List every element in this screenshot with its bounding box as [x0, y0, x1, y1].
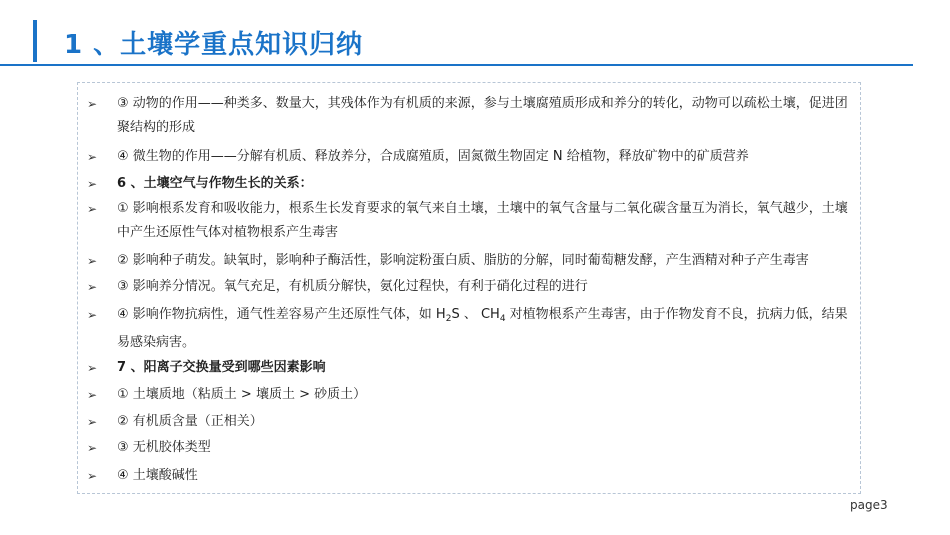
- bullet-arrow-icon: ➢: [87, 361, 98, 375]
- subscript: 4: [499, 314, 506, 324]
- item-text: ② 有机质含量（正相关）: [117, 414, 263, 429]
- title-underline: [0, 64, 913, 66]
- item-text: ① 土壤质地（粘质土 > 壤质土 > 砂质土）: [117, 387, 367, 402]
- bullet-arrow-icon: ➢: [87, 441, 98, 455]
- item-text: ③ 影响养分情况。氧气充足，有机质分解快，氨化过程快，有利于硝化过程的进行: [117, 279, 588, 294]
- bullet-arrow-icon: ➢: [87, 469, 98, 483]
- item-text: ② 影响种子萌发。缺氧时，影响种子酶活性，影响淀粉蛋白质、脂肪的分解，同时葡萄糖发酵，产生酒精对种子产生毒害: [117, 253, 809, 268]
- bullet-arrow-icon: ➢: [87, 177, 98, 191]
- item-text: ③ 无机胶体类型: [117, 440, 211, 455]
- page-title: 1 、土壤学重点知识归纳: [64, 30, 364, 60]
- text-segment: ④ 影响作物抗病性，通气性差容易产生还原性气体，如 H: [117, 307, 446, 322]
- bullet-arrow-icon: ➢: [87, 202, 98, 216]
- item-text: ① 影响根系发育和吸收能力，根系生长发育要求的氧气来自土壤，土壤中的氧气含量与二氧化碳含量互为消长，氧气越少，土壤中产生还原性气体对植物根系产生毒害: [117, 201, 848, 240]
- section-heading: 6 、土壤空气与作物生长的关系：: [117, 176, 313, 191]
- bullet-arrow-icon: ➢: [87, 388, 98, 402]
- bullet-arrow-icon: ➢: [87, 415, 98, 429]
- text-segment: 对植物根系产生毒害，由于作物发育不良，抗病力低，结果易感染病害。: [117, 307, 848, 350]
- text-segment: S 、 CH: [451, 307, 500, 322]
- subscript: 2: [445, 314, 452, 324]
- bullet-arrow-icon: ➢: [87, 280, 98, 294]
- item-text: ④ 微生物的作用——分解有机质、释放养分，合成腐殖质，固氮微生物固定 N 给植物，释放矿物中的矿质营养: [117, 149, 749, 164]
- section-heading: 7 、阳离子交换量受到哪些因素影响: [117, 360, 326, 375]
- bullet-arrow-icon: ➢: [87, 150, 98, 164]
- bullet-arrow-icon: ➢: [87, 254, 98, 268]
- item-text: [117, 303, 855, 355]
- item-text: ④ 土壤酸碱性: [117, 468, 198, 483]
- content-box: [77, 82, 861, 494]
- page-number: page3: [850, 498, 888, 512]
- item-text: ③ 动物的作用——种类多、数量大，其残体作为有机质的来源，参与土壤腐殖质形成和养分的转化，动物可以疏松土壤，促进团聚结构的形成: [117, 96, 848, 135]
- title-accent-bar: [33, 20, 37, 62]
- bullet-arrow-icon: ➢: [87, 308, 98, 322]
- bullet-arrow-icon: ➢: [87, 97, 98, 111]
